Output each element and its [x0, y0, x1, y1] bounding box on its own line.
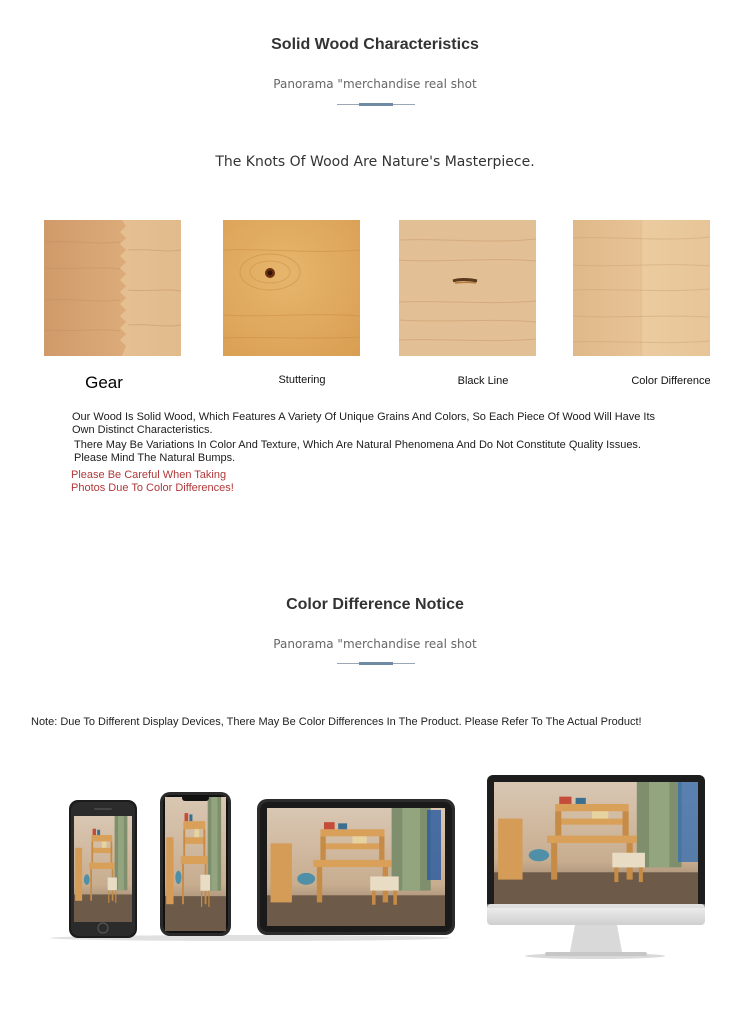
- swatch-label-stuttering: Stuttering: [278, 374, 326, 386]
- wood-swatch-gear: [44, 220, 181, 356]
- headline-knots: The Knots Of Wood Are Nature's Masterpiece.: [215, 154, 535, 170]
- swatch-label-black-line: Black Line: [457, 375, 509, 387]
- section-title-solid-wood: Solid Wood Characteristics: [271, 36, 479, 53]
- swatch-label-gear: Gear: [85, 373, 123, 392]
- section-divider-2: [337, 663, 415, 664]
- wood-swatch-black-line: [399, 220, 536, 356]
- devices-illustration: [0, 770, 750, 970]
- wood-swatch-color-difference: [573, 220, 710, 356]
- wood-swatch-knot: [223, 220, 360, 356]
- swatch-label-color-difference: Color Difference: [631, 375, 711, 387]
- warning-line-2: Photos Due To Color Differences!: [71, 482, 234, 494]
- warning-line-1: Please Be Careful When Taking: [71, 469, 227, 481]
- description-paragraph-2: There May Be Variations In Color And Texture, Which Are Natural Phenomena And Do Not Constitute Quality Issues. Please Mind The Natural Bumps.: [74, 439, 641, 464]
- section-subtitle: Panorama "merchandise real shot: [273, 77, 477, 91]
- display-note: Note: Due To Different Display Devices, There May Be Color Differences In The Product. Please Refer To The Actual Product!: [31, 716, 642, 728]
- section-divider: [337, 104, 415, 105]
- section-subtitle-2: Panorama "merchandise real shot: [273, 637, 477, 651]
- description-paragraph-1: Our Wood Is Solid Wood, Which Features A Variety Of Unique Grains And Colors, So Each Piece Of Wood Will Have Its Own Distinct Characteristics.: [72, 411, 656, 436]
- section-title-color-difference: Color Difference Notice: [286, 596, 464, 613]
